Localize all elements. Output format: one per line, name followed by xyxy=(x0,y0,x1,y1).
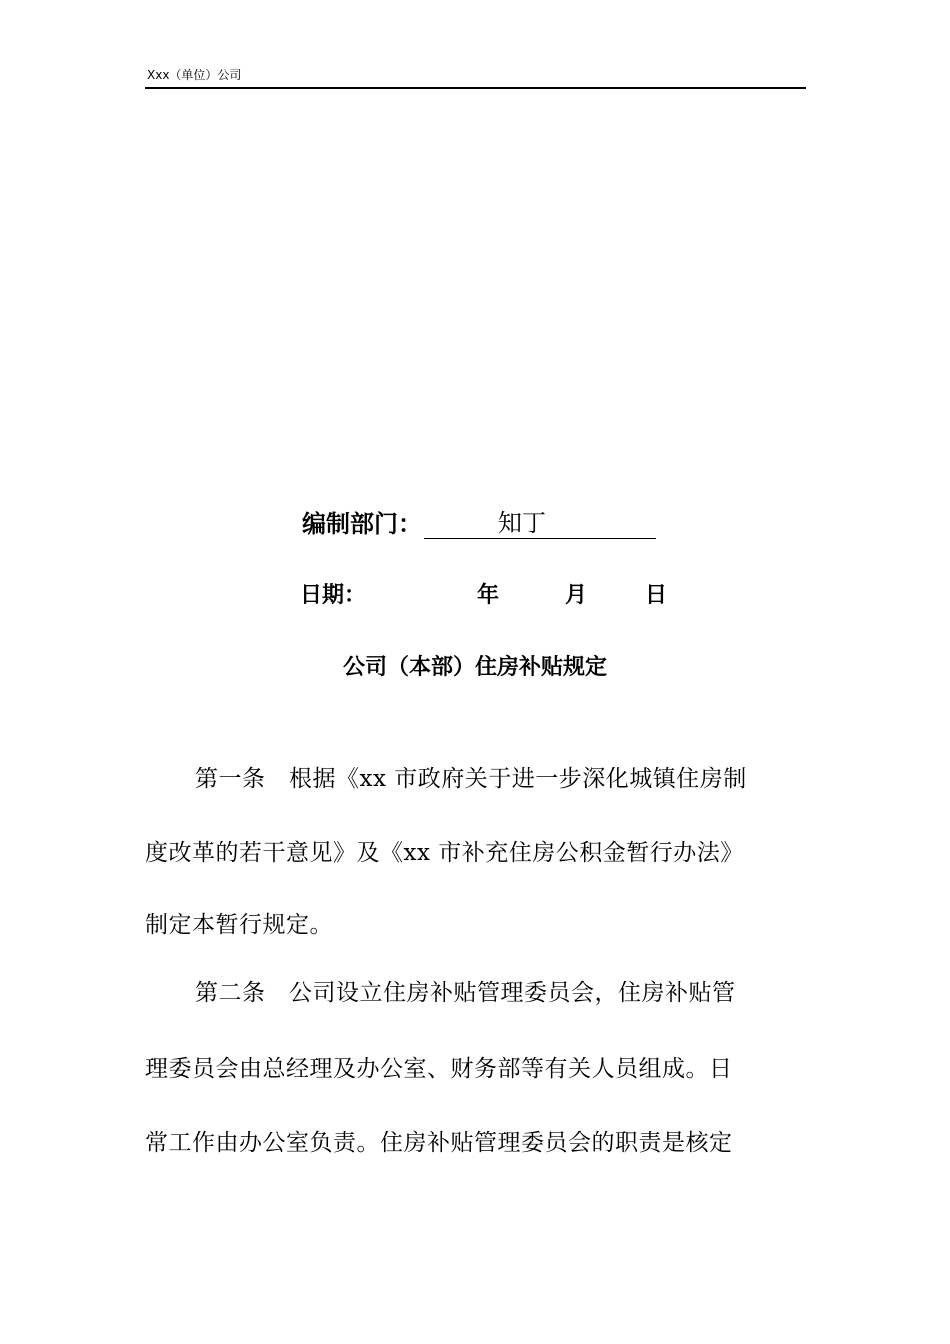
body-line: 理委员会由总经理及办公室、财务部等有关人员组成。日 xyxy=(145,1056,733,1082)
body-line: 第二条 公司设立住房补贴管理委员会，住房补贴管 xyxy=(195,980,736,1006)
dept-underline-field xyxy=(424,506,656,539)
body-line: 度改革的若干意见》及《xx 市补充住房公积金暂行办法》 xyxy=(145,840,744,866)
dept-label: 编制部门： xyxy=(302,510,422,538)
date-day-label: 日 xyxy=(645,583,668,608)
body-line: 常工作由办公室负责。住房补贴管理委员会的职责是核定 xyxy=(145,1130,733,1156)
body-line: 第一条 根据《xx 市政府关于进一步深化城镇住房制 xyxy=(195,766,747,792)
header-company-name: Xxx（单位）公司 xyxy=(147,68,242,82)
compiling-department-row xyxy=(302,503,656,539)
date-month-label: 月 xyxy=(565,583,588,608)
document-title: 公司（本部）住房补贴规定 xyxy=(342,655,607,680)
body-line: 制定本暂行规定。 xyxy=(145,912,333,938)
date-label: 日期： xyxy=(300,583,367,608)
dept-value: 知丁 xyxy=(498,509,546,537)
header-divider xyxy=(145,87,806,89)
date-year-label: 年 xyxy=(477,583,500,608)
